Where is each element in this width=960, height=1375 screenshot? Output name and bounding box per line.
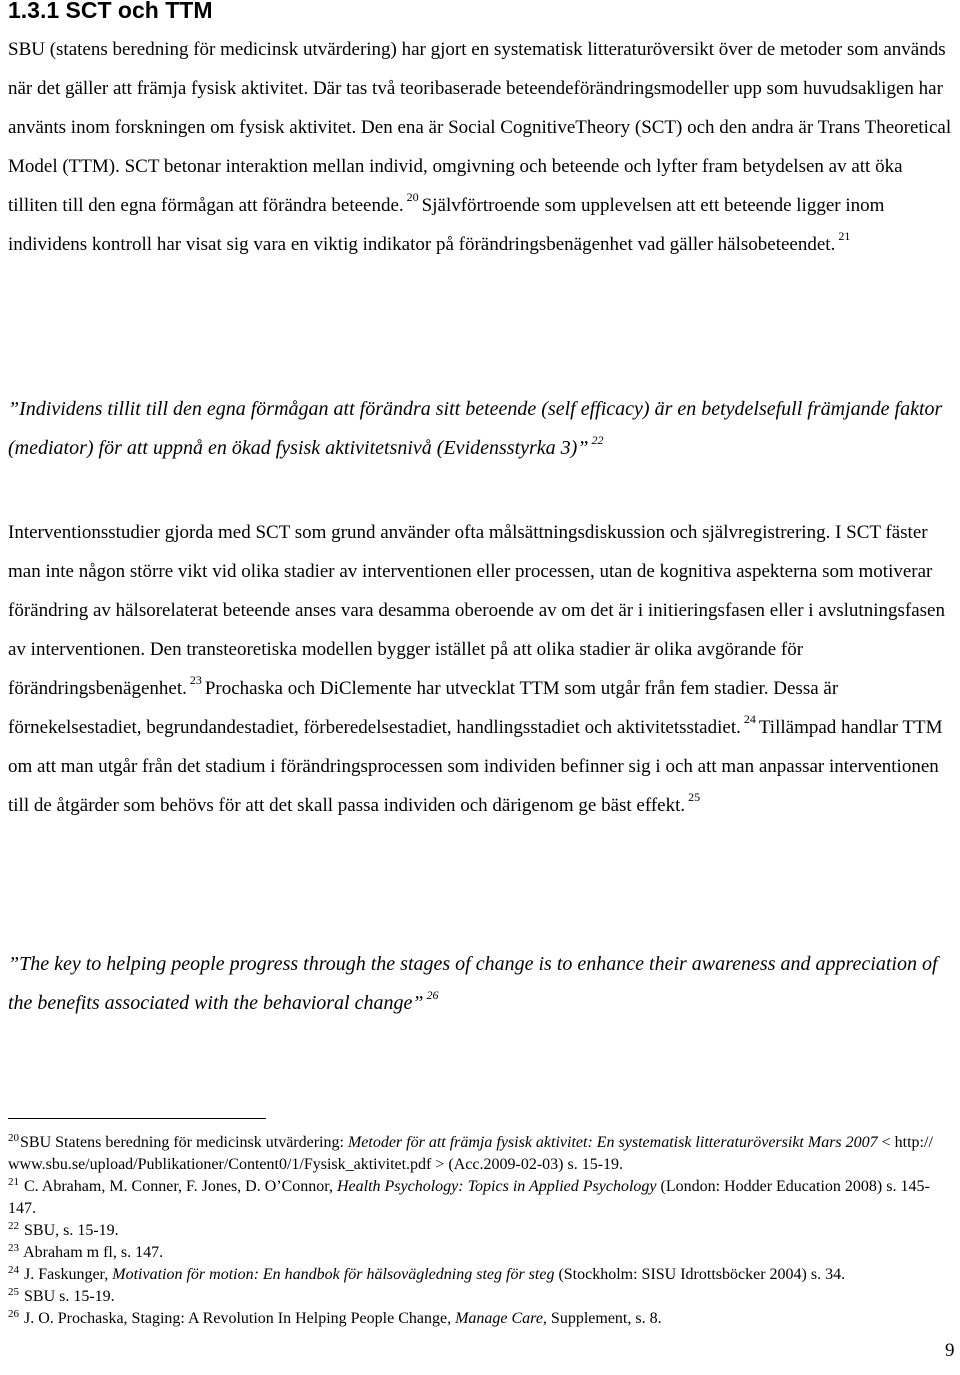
paragraph-text: Självförtroende som upplevelsen att ett beteende ligger inom individens kontroll har visat sig vara en viktig indikator på förändringsbenägenhet vad gäller hälsobeteendet. — [8, 195, 885, 255]
page-number: 9 — [945, 1340, 955, 1361]
footnote-divider — [8, 1118, 266, 1119]
footnote-number: 26 — [8, 1308, 19, 1320]
footnote-text: , Supplement, s. 8. — [542, 1310, 662, 1327]
footnote-number: 20 — [8, 1132, 19, 1144]
quote-text: ”The key to helping people progress through the stages of change is to enhance their awareness and appreciation of the benefits associated with the behavioral change” — [8, 953, 938, 1014]
footnote-text: SBU s. 15-19. — [20, 1288, 115, 1305]
footnote-text: J. Faskunger, — [20, 1266, 113, 1283]
footnote-number: 25 — [8, 1286, 19, 1298]
footnote-ref[interactable]: 26 — [426, 988, 439, 1002]
footnote — [8, 1286, 938, 1308]
footnote-text: Abraham m fl, s. 147. — [20, 1244, 164, 1261]
footnote-number: 23 — [8, 1242, 19, 1254]
body-paragraph-2 — [8, 513, 953, 825]
footnote-number: 24 — [8, 1264, 19, 1276]
footnote-text: J. O. Prochaska, Staging: A Revolution In Helping People Change, — [20, 1310, 456, 1327]
footnote-ref[interactable]: 22 — [591, 433, 604, 447]
block-quote-2 — [8, 945, 953, 1023]
footnote-text: < http:// www.sbu.se/upload/Publikationer/Content0/1/Fysisk_aktivitet.pdf > (Acc.2009-02-03) s. 15-19. — [8, 1134, 933, 1173]
footnote-text: SBU, s. 15-19. — [20, 1222, 119, 1239]
footnote — [8, 1308, 938, 1330]
footnotes-section — [8, 1132, 938, 1330]
footnote-ref[interactable]: 24 — [743, 712, 756, 726]
paragraph-text: SBU (statens beredning för medicinsk utvärdering) har gjort en systematisk litteraturöversikt över de metoder som används när det gäller att främja fysisk aktivitet. Där tas två teoribaserade beteendeförändringsmodeller upp som huvudsakligen har använts inom forskningen om fysisk aktivitet. Den ena är Social CognitiveTheory (SCT) och den andra är Trans Theoretical Model (TTM). SCT betonar interaktion mellan individ, omgivning och beteende och lyfter fram betydelsen av att öka tilliten till den egna förmågan att förändra beteende. — [8, 39, 952, 216]
footnote-ref[interactable]: 20 — [406, 190, 419, 204]
block-quote-1 — [8, 390, 953, 468]
paragraph-text: Interventionsstudier gjorda med SCT som grund använder ofta målsättningsdiskussion och självregistrering. I SCT fäster man inte någon större vikt vid olika stadier av interventionen eller processen, utan de kognitiva aspekterna som motiverar förändring av hälsorelaterat beteende anses vara desamma oberoende av om det är i initieringsfasen eller i avslutningsfasen av interventionen. Den transteoretiska modellen bygger istället på att olika stadier är olika avgörande för förändringsbenägenhet. — [8, 522, 945, 699]
footnote-text: SBU Statens beredning för medicinsk utvärdering: — [20, 1134, 348, 1151]
footnote-number: 22 — [8, 1220, 19, 1232]
footnote-ref[interactable]: 21 — [838, 229, 851, 243]
footnote-number: 21 — [8, 1176, 19, 1188]
quote-text: ”Individens tillit till den egna förmågan att förändra sitt beteende (self efficacy) är en betydelsefull främjande faktor (mediator) för att uppnå en ökad fysisk aktivitetsnivå (Evidensstyrka 3)” — [8, 398, 943, 459]
footnote-title: Metoder för att främja fysisk aktivitet: En systematisk litteraturöversikt Mars 2007 — [347, 1134, 878, 1151]
footnote — [8, 1220, 938, 1242]
footnote-ref[interactable]: 25 — [688, 790, 701, 804]
paragraph-text: Prochaska och DiClemente har utvecklat TTM som utgår från fem stadier. Dessa är förnekelsestadiet, begrundandestadiet, förberedelsestadiet, handlingsstadiet och aktivitetsstadiet. — [8, 678, 839, 738]
footnote — [8, 1176, 938, 1220]
footnote — [8, 1132, 938, 1176]
footnote-title: Manage Care — [455, 1310, 543, 1327]
paragraph-text: Tillämpad handlar TTM om att man utgår från det stadium i förändringsprocessen som individen befinner sig i och att man anpassar interventionen till de åtgärder som behövs för att det skall passa individen och därigenom ge bäst effekt. — [8, 717, 943, 816]
footnote — [8, 1264, 938, 1286]
footnote-title: Motivation för motion: En handbok för hälsovägledning steg för steg — [112, 1266, 555, 1283]
footnote-ref[interactable]: 23 — [189, 673, 202, 687]
footnote-text: C. Abraham, M. Conner, F. Jones, D. O’Connor, — [20, 1178, 337, 1195]
footnote-text: (Stockholm: SISU Idrottsböcker 2004) s. 34. — [554, 1266, 846, 1283]
body-paragraph-1 — [8, 30, 953, 264]
footnote-text: (London: Hodder Education 2008) s. 145-147. — [8, 1178, 930, 1217]
footnote — [8, 1242, 938, 1264]
section-heading: 1.3.1 SCT och TTM — [8, 0, 213, 23]
footnote-title: Health Psychology: Topics in Applied Psychology — [336, 1178, 657, 1195]
